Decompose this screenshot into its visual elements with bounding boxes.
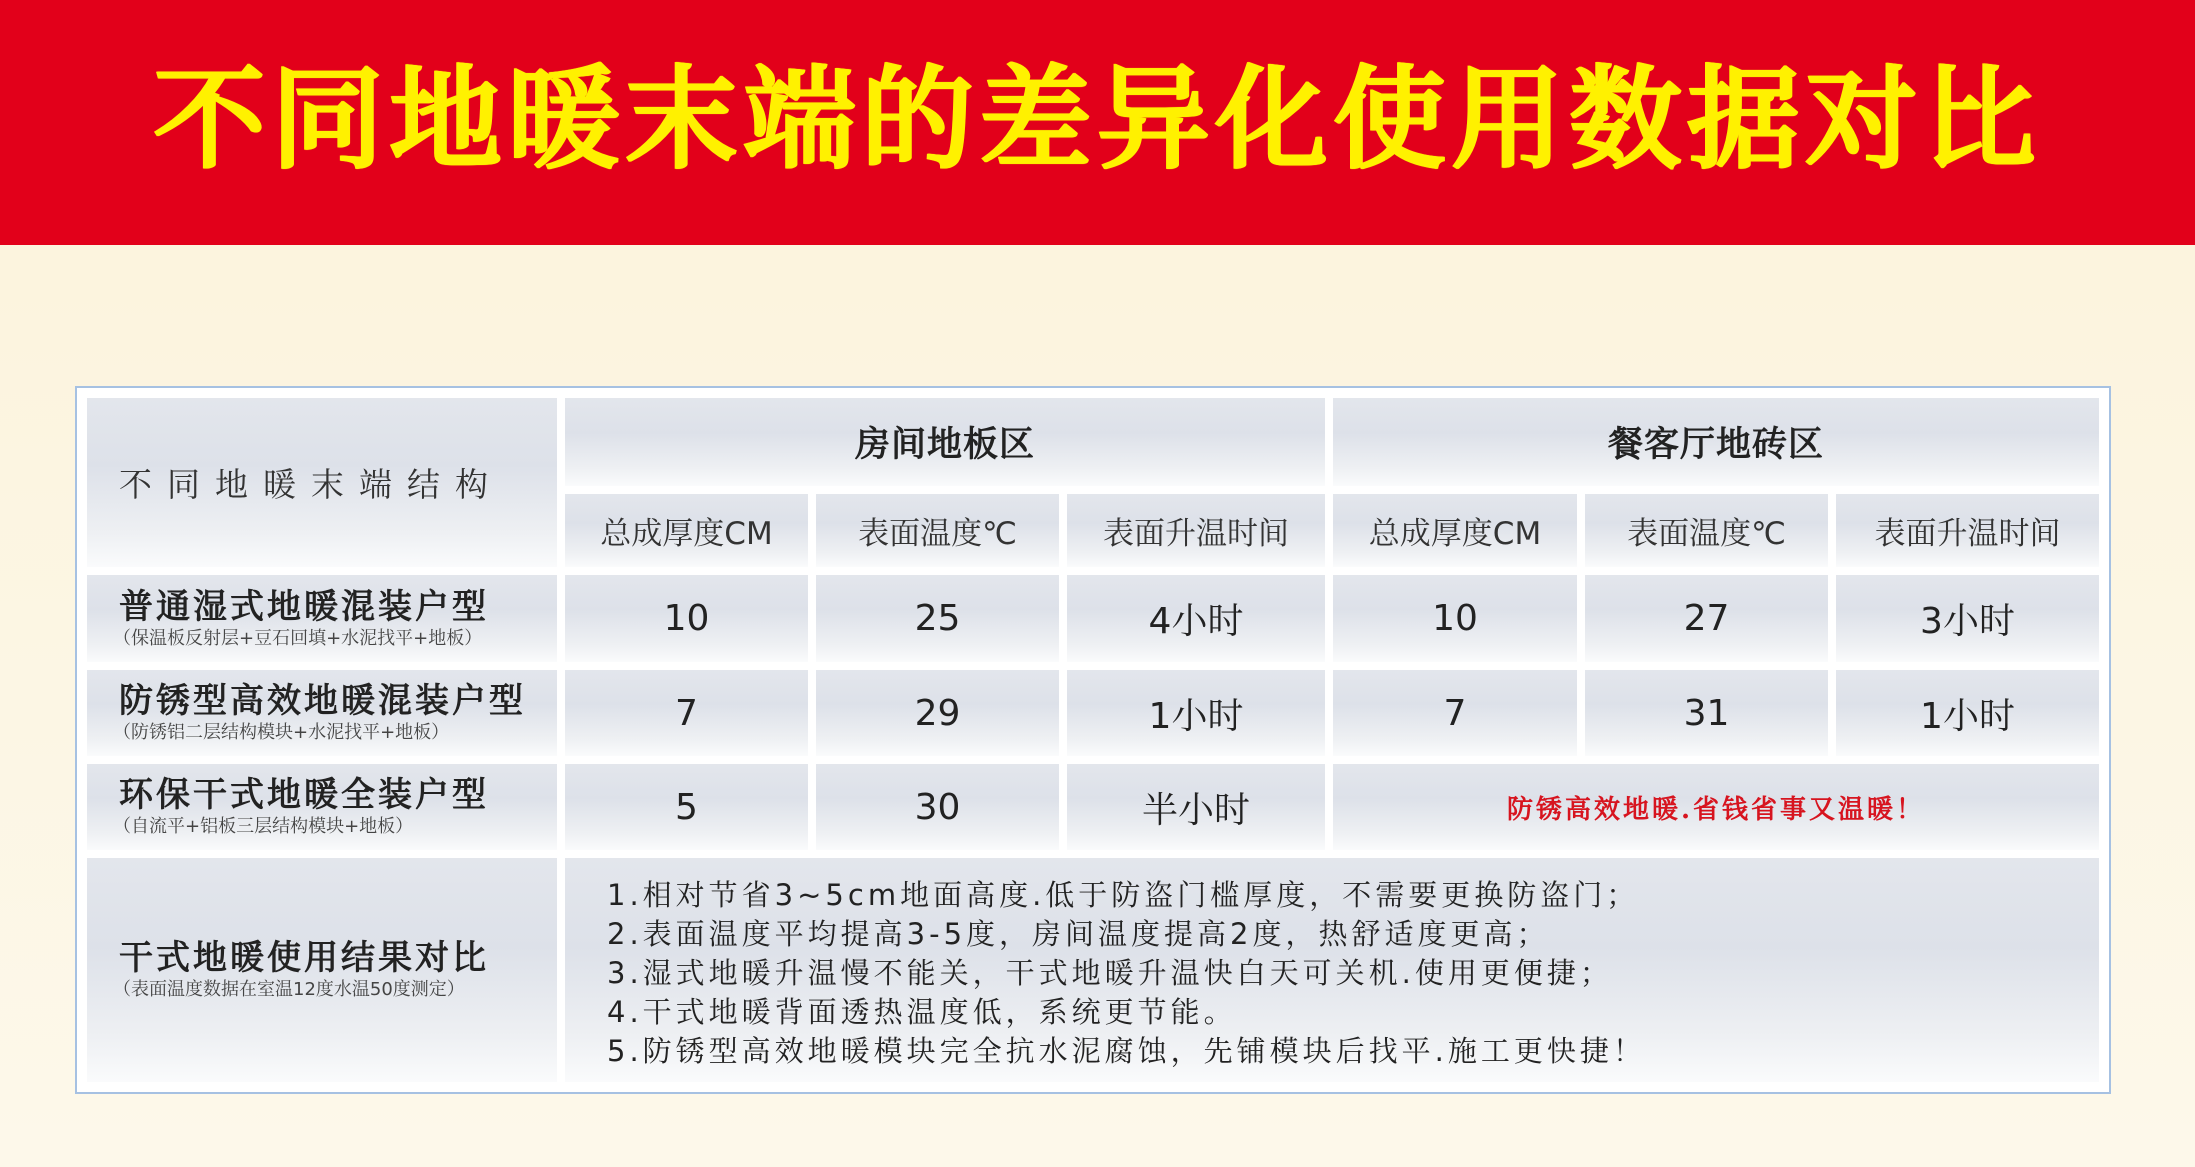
comparison-table: [75, 386, 2111, 1094]
value-cell: 3小时: [1836, 575, 2099, 662]
value-cell: 半小时: [1067, 764, 1325, 850]
page-title: 不同地暖末端的差异化使用数据对比: [153, 54, 2042, 185]
subheader-surface-temp: 表面温度℃: [816, 494, 1059, 567]
value-cell: 10: [565, 575, 808, 662]
value-cell: 7: [1333, 670, 1577, 756]
summary-name: 干式地暖使用结果对比: [119, 938, 489, 978]
row-name: 普通湿式地暖混装户型: [119, 586, 489, 627]
value-cell: 1小时: [1067, 670, 1325, 756]
row-label: [87, 575, 557, 662]
note-line: 1.相对节省3~5cm地面高度.低于防盗门槛厚度，不需要更换防盗门；: [607, 878, 1640, 912]
row-label: [87, 670, 557, 756]
value-cell: 30: [816, 764, 1059, 850]
header-banner: [0, 0, 2195, 245]
value-cell: 4小时: [1067, 575, 1325, 662]
row-detail: （保温板反射层+豆石回填+水泥找平+地板）: [113, 627, 483, 649]
subheader-heatup-time: 表面升温时间: [1836, 494, 2099, 567]
value-cell: 7: [565, 670, 808, 756]
row-detail: （自流平+铝板三层结构模块+地板）: [113, 816, 414, 837]
note-line: 4.干式地暖背面透热温度低，系统更节能。: [607, 995, 1237, 1029]
value-cell: 5: [565, 764, 808, 850]
summary-notes: [565, 858, 2099, 1082]
row-detail: （防锈铝二层结构模块+水泥找平+地板）: [113, 722, 450, 743]
value-cell: 29: [816, 670, 1059, 756]
row-name: 防锈型高效地暖混装户型: [119, 681, 526, 721]
row-label: [87, 764, 557, 850]
note-line: 5.防锈型高效地暖模块完全抗水泥腐蚀，先铺模块后找平.施工更快捷！: [607, 1034, 1646, 1068]
row-name: 环保干式地暖全装户型: [119, 775, 489, 815]
value-cell: 25: [816, 575, 1059, 662]
value-cell: 1小时: [1836, 670, 2099, 756]
subheader-thickness: 总成厚度CM: [1333, 494, 1577, 567]
subheader-heatup-time: 表面升温时间: [1067, 494, 1325, 567]
summary-label: [87, 858, 557, 1082]
value-cell: 31: [1585, 670, 1828, 756]
value-cell: 10: [1333, 575, 1577, 662]
subheader-surface-temp: 表面温度℃: [1585, 494, 1828, 567]
corner-header: 不同地暖末端结构: [87, 398, 557, 567]
summary-detail: （表面温度数据在室温12度水温50度测定）: [113, 979, 465, 1000]
subheader-thickness: 总成厚度CM: [565, 494, 808, 567]
group-header-tile-area: 餐客厅地砖区: [1333, 398, 2099, 486]
note-line: 3.湿式地暖升温慢不能关，干式地暖升温快白天可关机.使用更便捷；: [607, 956, 1613, 990]
group-header-floor-area: 房间地板区: [565, 398, 1325, 486]
slogan-cell: 防锈高效地暖.省钱省事又温暖！: [1333, 764, 2099, 850]
note-line: 2.表面温度平均提高3-5度，房间温度提高2度，热舒适度更高；: [607, 917, 1550, 951]
value-cell: 27: [1585, 575, 1828, 662]
